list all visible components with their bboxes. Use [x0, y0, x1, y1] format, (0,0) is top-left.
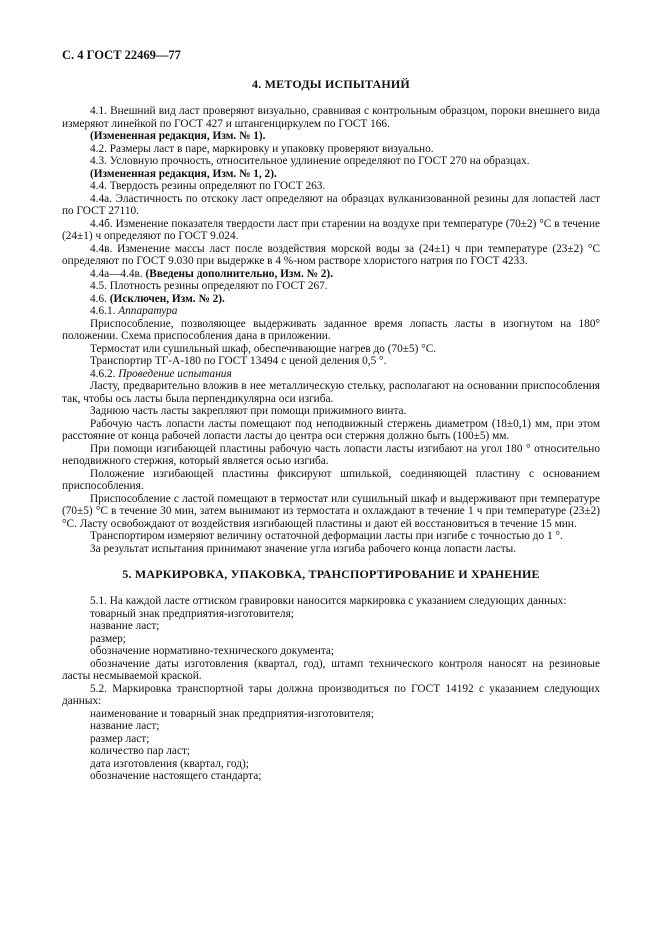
container-item-5: дата изготовления (квартал, год);: [90, 757, 249, 770]
marking-item-1: товарный знак предприятия-изготовителя;: [90, 607, 294, 620]
edition-note-1: (Измененная редакция, Изм. № 1).: [90, 130, 266, 142]
marking-item-2: название ласт;: [90, 620, 160, 632]
excluded-note: (Исключен, Изм. № 2).: [109, 292, 225, 305]
test-step-4: При помощи изгибающей пластины рабочую часть лопасти ласты изгибают на угол 180 ° относительно неподвижного стержня, который является осью изгиба.: [62, 442, 600, 467]
marking-item-4: обозначение нормативно-технического документа;: [90, 645, 335, 657]
marking-item-5: обозначение даты изготовления (квартал, год), штамп технического контроля наносят на резиновые ласты несмываемой краской.: [62, 657, 600, 682]
paragraph-4-6-2: [62, 368, 600, 381]
paragraph-4-1: 4.1. Внешний вид ласт проверяют визуально, сравнивая с контрольным образцом, пороки внешнего вида измеряют линейкой по ГОСТ 427 и штангенциркулем по ГОСТ 166.: [62, 105, 600, 130]
paragraph-4-4: 4.4. Твердость резины определяют по ГОСТ 263.: [90, 180, 326, 192]
clause-number: 4.6.2.: [90, 367, 116, 380]
paragraph-4-4b: 4.4б. Изменение показателя твердости ласт при старении на воздухе при температуре (70±2) °С в течение (24±1) ч определяют по ГОСТ 9.024.: [62, 217, 600, 242]
test-step-5: Положение изгибающей пластины фиксируют шпилькой, соединяющей пластину с основанием приспособления.: [62, 467, 600, 492]
paragraph-4-2: 4.2. Размеры ласт в паре, маркировку и упаковку проверяют визуально.: [90, 142, 434, 155]
container-item-1: наименование и товарный знак предприятия-изготовителя;: [90, 707, 374, 720]
container-item-3: размер ласт;: [90, 732, 150, 745]
apparatus-3: Транспортир ТГ-А-180 по ГОСТ 13494 с ценой деления 0,5 °.: [90, 355, 387, 367]
paragraph-4-6: [62, 293, 600, 306]
document-page: [62, 48, 600, 783]
page-header: С. 4 ГОСТ 22469—77: [62, 48, 181, 62]
test-step-1: Ласту, предварительно вложив в нее металлическую стельку, располагают на основании приспособления так, чтобы ось ласты была перпендикулярна оси изгиба.: [62, 380, 600, 405]
paragraph-4-5: 4.5. Плотность резины определяют по ГОСТ 267.: [90, 280, 328, 292]
test-step-6: Приспособление с ластой помещают в термостат или сушильный шкаф и выдерживают при температуре (70±5) °С в течение 30 мин, затем вынимают из термостата и охлаждают в течение 1 ч при температуре (23±2) °С. Ласту освобождают от воздействия изгибающей пластины и дают ей восстановиться в течение 15 мин.: [62, 492, 600, 530]
edition-note-2: (Измененная редакция, Изм. № 1, 2).: [90, 167, 277, 180]
paragraph-5-2: 5.2. Маркировка транспортной тары должна производиться по ГОСТ 14192 с указанием следующих данных:: [62, 682, 600, 707]
test-step-8: За результат испытания принимают значение угла изгиба рабочего конца лопасти ласты.: [90, 542, 517, 555]
clause-number: 4.4а—4.4в.: [90, 267, 143, 280]
container-item-4: количество пар ласт;: [90, 745, 191, 757]
test-step-7: Транспортиром измеряют величину остаточной деформации ласты при изгибе с точностью до 1 °.: [90, 530, 563, 542]
clause-number: 4.6.: [90, 292, 107, 305]
paragraph-4-4a: 4.4а. Эластичность по отскоку ласт определяют на образцах вулканизованной резины для лопастей ласт по ГОСТ 27110.: [62, 192, 600, 217]
section-4-title: 4. МЕТОДЫ ИСПЫТАНИЙ: [252, 77, 410, 91]
subsection-title: Аппаратура: [118, 305, 178, 317]
apparatus-2: Термостат или сушильный шкаф, обеспечивающие нагрев до (70±5) °С.: [90, 342, 437, 355]
paragraph-4-3: 4.3. Условную прочность, относительное удлинение определяют по ГОСТ 270 на образцах.: [90, 155, 530, 167]
added-note: (Введены дополнительно, Изм. № 2).: [145, 267, 334, 280]
paragraph-4-4a-4v: [62, 268, 600, 281]
container-item-2: название ласт;: [90, 720, 160, 732]
test-step-2: Заднюю часть ласты закрепляют при помощи прижимного винта.: [90, 405, 407, 417]
clause-number: 4.6.1.: [90, 305, 116, 317]
paragraph-4-4v: 4.4в. Изменение массы ласт после воздействия морской воды за (24±1) ч при температуре (23±2) °С определяют по ГОСТ 9.030 при выдержке в 4 %-ном растворе хлористого натрия по ГОСТ 4233.: [62, 242, 600, 267]
section-5-title: 5. МАРКИРОВКА, УПАКОВКА, ТРАНСПОРТИРОВАНИЕ И ХРАНЕНИЕ: [122, 567, 540, 581]
paragraph-4-6-1: [62, 305, 600, 318]
test-step-3: Рабочую часть лопасти ласты помещают под неподвижный стержень диаметром (18±0,1) мм, при этом расстояние от конца рабочей лопасти ласты до центра оси стержня должно быть (100±5) мм.: [62, 417, 600, 442]
apparatus-1: Приспособление, позволяющее выдерживать заданное время лопасть ласты в изогнутом на 180° положении. Схема приспособления дана в приложении.: [62, 317, 600, 342]
paragraph-5-1: 5.1. На каждой ласте оттиском гравировки наносится маркировка с указанием следующих данных:: [90, 595, 567, 607]
marking-item-3: размер;: [90, 632, 126, 645]
container-item-6: обозначение настоящего стандарта;: [90, 770, 262, 782]
subsection-title: Проведение испытания: [118, 367, 232, 380]
